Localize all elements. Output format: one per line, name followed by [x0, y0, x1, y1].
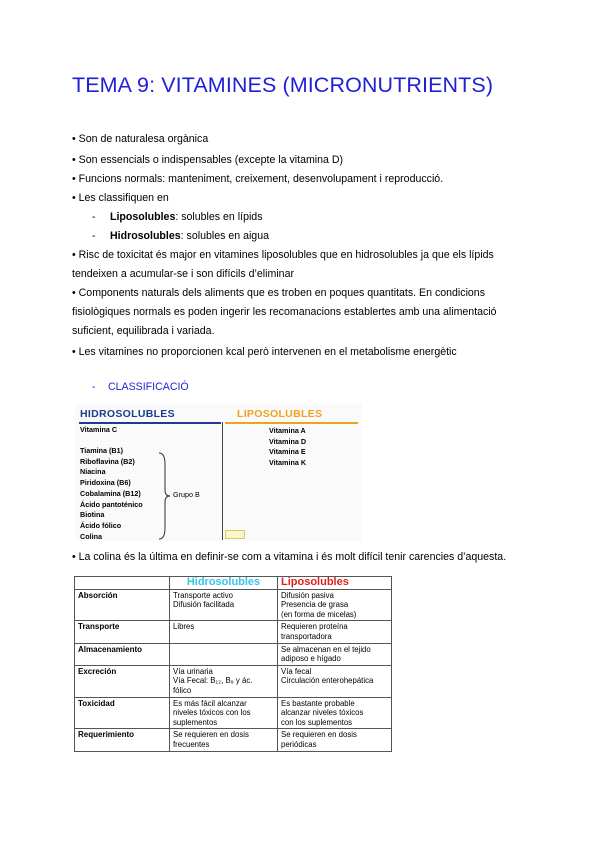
subitem-hidrosolubles: - Hidrosolubles: solubles en aigua	[92, 230, 269, 242]
bullet-kcal: • Les vitamines no proporcionen kcal però intervenen en el metabolisme energètic	[72, 346, 457, 358]
header-empty	[75, 577, 170, 590]
bullet-essential: • Son essencials o indispensables (excepte la vitamina D)	[72, 154, 344, 166]
comparison-table-figure	[74, 576, 392, 752]
hydro-header: HIDROSOLUBLES	[80, 408, 175, 420]
table-row: Almacenamiento Se almacenan en el tejido adiposo e hígado	[75, 643, 392, 665]
table-row: Absorción Transporte activo Difusión facilitada Difusión pasiva Presencia de grasa (en forma de micelas)	[75, 589, 392, 621]
table-header-row	[75, 577, 392, 590]
bullet-classified: • Les classifiquen en	[72, 192, 169, 204]
paragraph-toxicity: • Risc de toxicitat és major en vitamines liposolubles que en hidrosolubles ja que els lípids tendeixen a acumular-se i son difícils d’eliminar	[72, 249, 494, 280]
section-heading: - CLASSIFICACIÓ	[92, 381, 189, 393]
bullet-nature: • Son de naturalesa orgànica	[72, 133, 209, 145]
header-lipo: Liposolubles	[278, 577, 392, 590]
comparison-table	[74, 576, 392, 752]
bullet-colina: • La colina és la última en definir-se com a vitamina i és molt difícil tenir carencies d’aquesta.	[72, 551, 507, 563]
table-row: Toxicidad Es más fácil alcanzar niveles tóxicos con los suplementos Es bastante probable alcanzar niveles tóxicos con los suplementos	[75, 697, 392, 729]
note-marker	[225, 530, 245, 539]
lipo-header: LIPOSOLUBLES	[237, 408, 323, 420]
group-b-brace	[157, 452, 171, 540]
classification-figure	[75, 404, 362, 541]
subitem-liposolubles: - Liposolubles: solubles en lípids	[92, 211, 263, 223]
lipo-underline	[225, 422, 358, 424]
lipo-list: Vitamina A Vitamina D Vitamina E Vitamina K	[269, 426, 307, 468]
subitem-term: Hidrosolubles	[110, 230, 181, 242]
header-hydro: Hidrosolubles	[170, 577, 278, 590]
table-row: Transporte Libres Requieren proteína transportadora	[75, 621, 392, 643]
table-row: Excreción Vía urinaria Vía Fecal: B₁₂, B₉ y ác. fólico Vía fecal Circulación enterohepática	[75, 665, 392, 697]
group-b-label: Grupo B	[173, 490, 200, 499]
paragraph-components: • Components naturals dels aliments que es troben en poques quantitats. En condicions fisiològiques normals es poden ingerir les recomanacions establertes amb una alimentació suficient, equilibrada i variada.	[72, 287, 497, 337]
hydro-underline	[79, 422, 221, 424]
column-divider	[222, 422, 223, 540]
bullet-functions: • Funcions normals: manteniment, creixement, desenvolupament i reproducció.	[72, 173, 444, 185]
subitem-term: Liposolubles	[110, 211, 176, 223]
vitamin-c: Vitamina C	[80, 425, 118, 434]
group-b-list: Tiamina (B1) Riboflavina (B2) Niacina Piridoxina (B6) Cobalamina (B12) Ácido pantoténico Biotina Ácido fólico Colina	[80, 446, 143, 541]
page-title: TEMA 9: VITAMINES (MICRONUTRIENTS)	[72, 73, 494, 97]
table-row: Requerimiento Se requieren en dosis frecuentes Se requieren en dosis periódicas	[75, 729, 392, 751]
